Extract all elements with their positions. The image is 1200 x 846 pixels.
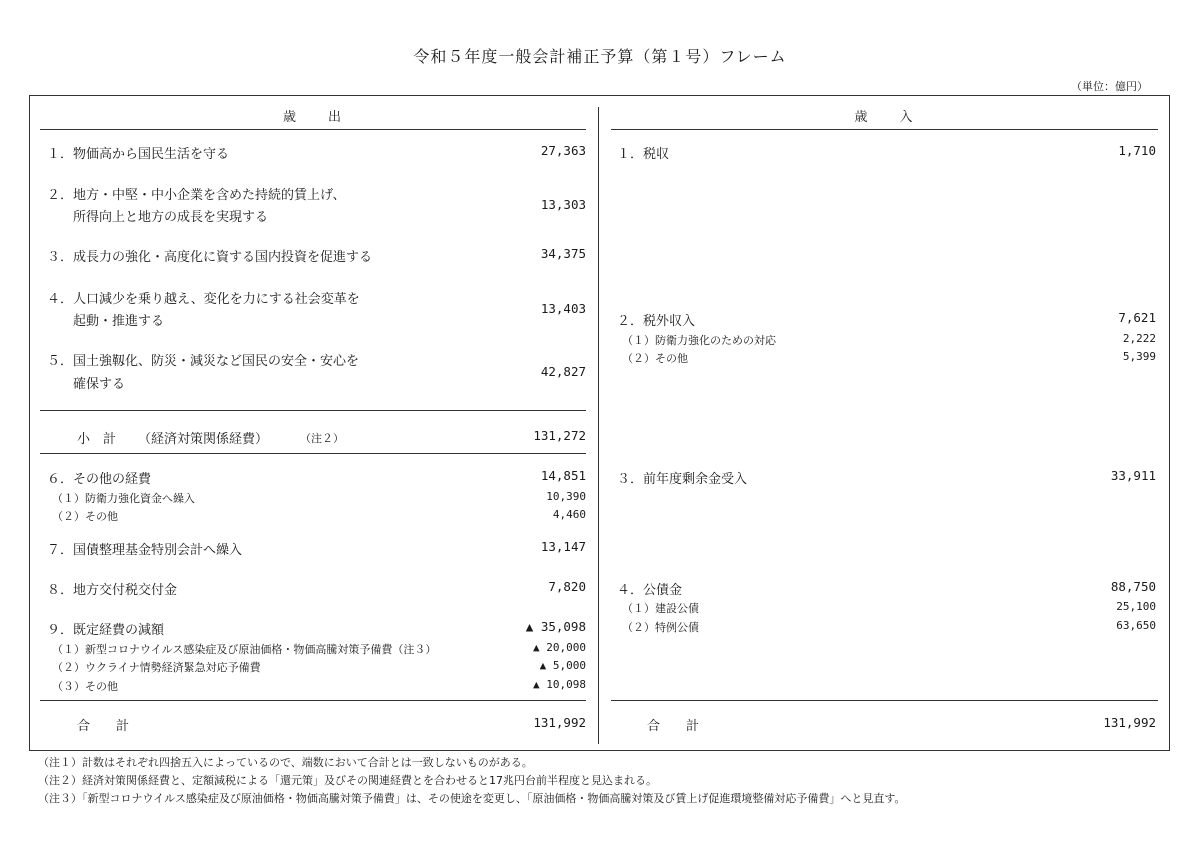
exp-item-1-value: 27,363 (540, 143, 586, 158)
column-divider (598, 107, 599, 744)
expenditure-header-rule (40, 129, 586, 130)
expenditure-header: 歳 出 (282, 110, 343, 125)
page-title: 令和５年度一般会計補正予算（第１号）フレーム (413, 47, 787, 66)
revenue-total-value: 131,992 (1103, 715, 1156, 730)
exp-item-3-value: 34,375 (540, 246, 586, 261)
subtotal-note: （注２） (300, 432, 344, 445)
exp-item-6-sub-2-value: 4,460 (552, 508, 586, 521)
exp-item-7-value: 13,147 (540, 539, 586, 554)
rev-item-4-value: 88,750 (1110, 579, 1156, 594)
exp-item-3-label: ３．成長力の強化・高度化に資する国内投資を促進する (47, 250, 373, 265)
exp-item-7-label: ７．国債整理基金特別会計へ繰入 (47, 543, 243, 558)
exp-item-6-label: ６．その他の経費 (47, 472, 152, 487)
subtotal-label: 小 計 (77, 432, 117, 447)
rev-item-2-value: 7,621 (1118, 310, 1156, 325)
rev-item-4-sub-1-label: （１）建設公債 (622, 602, 699, 615)
exp-item-9-sub-3-label: （３）その他 (52, 680, 118, 693)
exp-item-9-sub-1-label: （１）新型コロナウイルス感染症及び原油価格・物価高騰対策予備費（注３） (52, 643, 437, 656)
exp-item-8-value: 7,820 (548, 579, 586, 594)
exp-item-5-value: 42,827 (540, 364, 586, 379)
exp-item-2-label: ２．地方・中堅・中小企業を含めた持続的賃上げ、 (47, 188, 346, 203)
rev-item-1-value: 1,710 (1118, 143, 1156, 158)
rev-item-4-sub-1-value: 25,100 (1116, 600, 1156, 613)
rev-item-4-sub-2-value: 63,650 (1116, 619, 1156, 632)
rev-item-2-sub-1-value: 2,222 (1122, 332, 1156, 345)
exp-item-2-label-cont: 所得向上と地方の成長を実現する (73, 210, 269, 225)
exp-item-4-label: ４．人口減少を乗り越え、変化を力にする社会変革を (47, 292, 360, 307)
exp-item-9-sub-1-value: ▲ 20,000 (533, 641, 586, 654)
rev-item-2-sub-1-label: （１）防衛力強化のための対応 (622, 334, 776, 347)
exp-item-4-label-cont: 起動・推進する (73, 314, 165, 329)
exp-item-6-sub-1-value: 10,390 (546, 490, 586, 503)
exp-item-8-label: ８．地方交付税交付金 (47, 583, 178, 598)
unit-label: （単位：億円） (1071, 80, 1148, 93)
rev-item-3-value: 33,911 (1110, 468, 1156, 483)
rev-item-3-label: ３．前年度剰余金受入 (617, 472, 748, 487)
exp-item-9-sub-3-value: ▲ 10,098 (533, 678, 586, 691)
exp-item-9-value: ▲ 35,098 (525, 619, 586, 634)
subtotal-rule (40, 410, 586, 411)
revenue-total-label: 合 計 (647, 719, 700, 734)
exp-item-6-sub-2-label: （２）その他 (52, 510, 118, 523)
exp-item-1-label: １．物価高から国民生活を守る (47, 147, 230, 162)
exp-item-6-sub-1-label: （１）防衛力強化資金へ繰入 (52, 492, 195, 505)
footnote-3: （注３）「新型コロナウイルス感染症及び原油価格・物価高騰対策予備費」は、その使途を変更し、「原油価格・物価高騰対策及び賃上げ促進環境整備対応予備費」へと見直す。 (38, 792, 906, 805)
expenditure-total-label: 合 計 (77, 719, 130, 734)
revenue-header: 歳 入 (854, 110, 915, 125)
exp-item-6-value: 14,851 (540, 468, 586, 483)
exp-item-9-label: ９．既定経費の減額 (47, 623, 165, 638)
rev-item-4-label: ４．公債金 (617, 583, 683, 598)
rev-item-2-label: ２．税外収入 (617, 314, 696, 329)
footnote-2: （注２）経済対策関係経費と、定額減税による「還元策」及びその関連経費とを合わせると17兆円台前半程度と見込まれる。 (38, 774, 657, 787)
revenue-total-rule (611, 700, 1158, 701)
exp-item-5-label: ５．国土強靱化、防災・減災など国民の安全・安心を (47, 354, 360, 369)
rev-item-1-label: １．税収 (617, 147, 670, 162)
exp-item-5-label-cont: 確保する (73, 377, 126, 392)
rev-item-2-sub-2-value: 5,399 (1122, 350, 1156, 363)
exp-item-2-value: 13,303 (540, 197, 586, 212)
subtotal-value: 131,272 (533, 428, 586, 443)
exp-item-9-sub-2-label: （２）ウクライナ情勢経済緊急対応予備費 (52, 661, 261, 674)
revenue-header-rule (611, 129, 1158, 130)
subtotal-detail: （経済対策関係経費） (138, 432, 269, 447)
exp-item-9-sub-2-value: ▲ 5,000 (539, 659, 586, 672)
subtotal-bottom-rule (40, 453, 586, 454)
exp-item-4-value: 13,403 (540, 301, 586, 316)
footnote-1: （注１）計数はそれぞれ四捨五入によっているので、端数において合計とは一致しないものがある。 (38, 756, 533, 769)
rev-item-2-sub-2-label: （２）その他 (622, 352, 688, 365)
expenditure-total-rule (40, 700, 586, 701)
expenditure-total-value: 131,992 (533, 715, 586, 730)
rev-item-4-sub-2-label: （２）特例公債 (622, 621, 699, 634)
